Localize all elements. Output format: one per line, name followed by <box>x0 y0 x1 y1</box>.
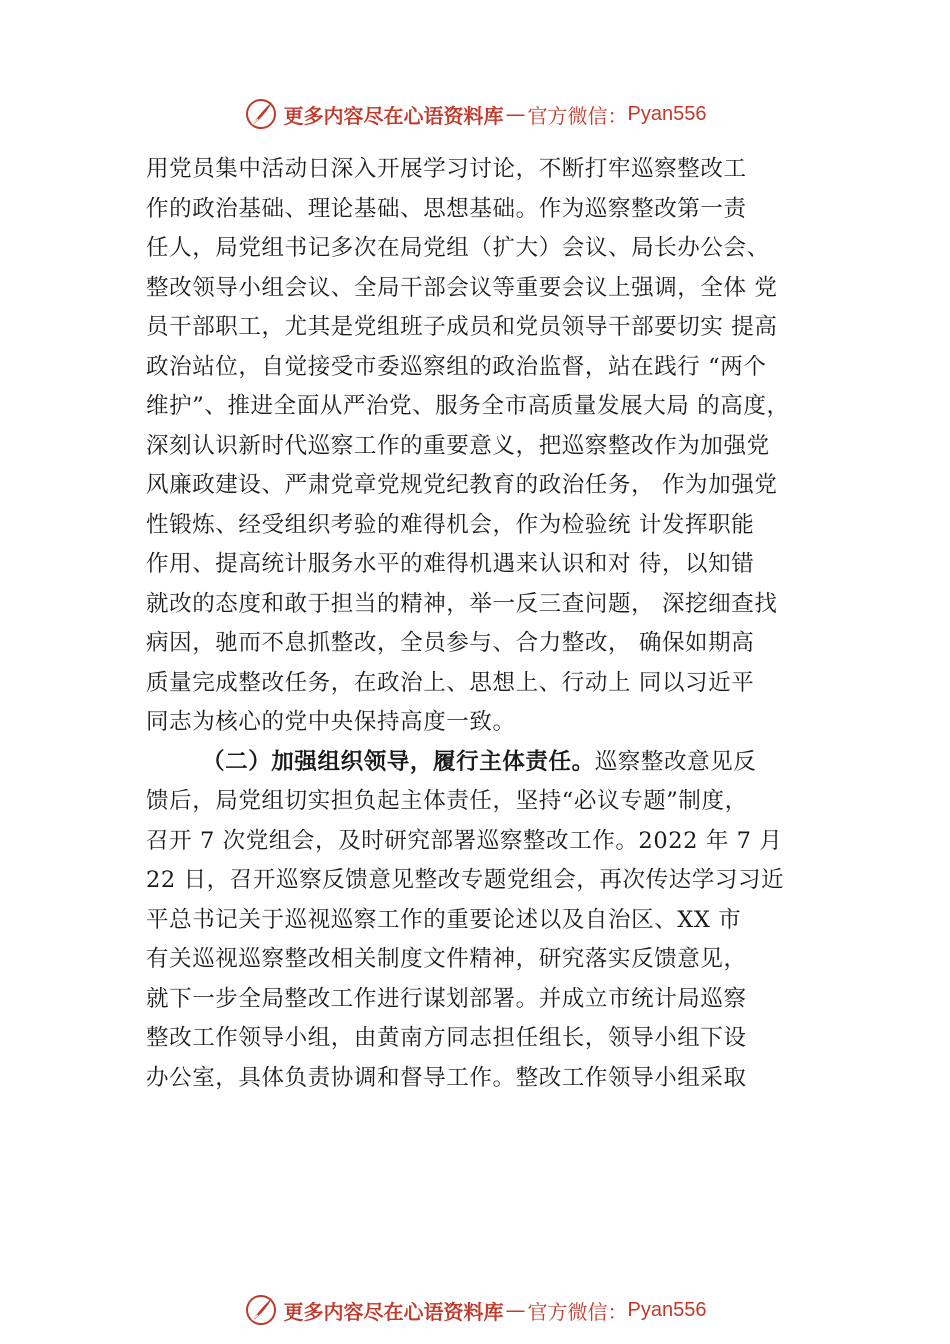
text-line: 用党员集中活动日深入开展学习讨论，不断打牢巡察整改工 <box>146 156 747 182</box>
quill-pen-circle-icon <box>244 97 278 131</box>
text-line: 作用、提高统计服务水平的难得机遇来认识和对 待，以知错 <box>146 551 755 577</box>
text-line: 作的政治基础、理论基础、思想基础。作为巡察整改第一责 <box>146 195 747 222</box>
text-line: 质量完成整改任务，在政治上、思想上、行动上 同以习近平 <box>146 669 755 696</box>
banner-wechat-id: Pyan556 <box>627 102 707 125</box>
banner-title: 更多内容尽在心语资料库 <box>283 1299 504 1324</box>
banner-subtitle: 官方微信： <box>527 1299 628 1324</box>
text-line: 深刻认识新时代巡察工作的重要意义，把巡察整改作为加强党 <box>146 432 770 459</box>
text-line: 任人，局党组书记多次在局党组（扩大）会议、局长办公会、 <box>146 235 770 261</box>
text-line: 维护”、推进全面从严治党、服务全市高质量发展大局 的高度， <box>146 393 790 419</box>
footer-banner <box>0 1290 950 1330</box>
banner-subtitle: 官方微信： <box>527 103 628 128</box>
text-line: 整改工作领导小组，由黄南方同志担任组长，领导小组下设 <box>146 1025 747 1051</box>
text-line: 性锻炼、经受组织考验的难得机会，作为检验统 计发挥职能 <box>146 511 755 538</box>
banner-title: 更多内容尽在心语资料库 <box>283 103 504 128</box>
text-line: 同志为核心的党中央保持高度一致。 <box>146 709 516 735</box>
banner-wechat-id: Pyan556 <box>627 1298 707 1321</box>
text-line: 平总书记关于巡视巡察工作的重要论述以及自治区、XX 市 <box>146 906 742 933</box>
text-line: 办公室，具体负责协调和督导工作。整改工作领导小组采取 <box>146 1064 747 1091</box>
banner-separator: — <box>505 1298 526 1322</box>
banner-separator: — <box>505 102 526 126</box>
text-line: 病因，驰而不息抓整改，全员参与、合力整改， 确保如期高 <box>146 630 755 656</box>
text-line: 馈后，局党组切实担负起主体责任，坚持“必议专题”制度， <box>146 788 748 814</box>
text-line: 风廉政建设、严肃党章党规党纪教育的政治任务， 作为加强党 <box>146 472 778 498</box>
section-heading-line <box>146 743 836 783</box>
text-line: 召开 7 次党组会，及时研究部署巡察整改工作。2022 年 7 月 <box>146 827 783 854</box>
section-heading: （二）加强组织领导，履行主体责任。 <box>202 748 595 775</box>
text-line: 有关巡视巡察整改相关制度文件精神，研究落实反馈意见， <box>146 946 747 972</box>
text-line: 政治站位，自觉接受市委巡察组的政治监督，站在践行 “两个 <box>146 353 767 380</box>
text-line: 就改的态度和敢于担当的精神，举一反三查问题， 深挖细查找 <box>146 590 778 617</box>
document-body <box>146 150 836 1098</box>
text-line: 22 日，召开巡察反馈意见整改专题党组会，再次传达学习习近 <box>146 867 785 893</box>
text-line: 员干部职工，尤其是党组班子成员和党员领导干部要切实 提高 <box>146 314 778 340</box>
quill-pen-circle-icon <box>244 1293 278 1327</box>
text-line: 整改领导小组会议、全局干部会议等重要会议上强调，全体 党 <box>146 274 778 301</box>
section-heading-rest: 巡察整改意见反 <box>594 748 757 775</box>
header-banner <box>0 94 950 134</box>
text-line: 就下一步全局整改工作进行谋划部署。并成立市统计局巡察 <box>146 985 747 1012</box>
